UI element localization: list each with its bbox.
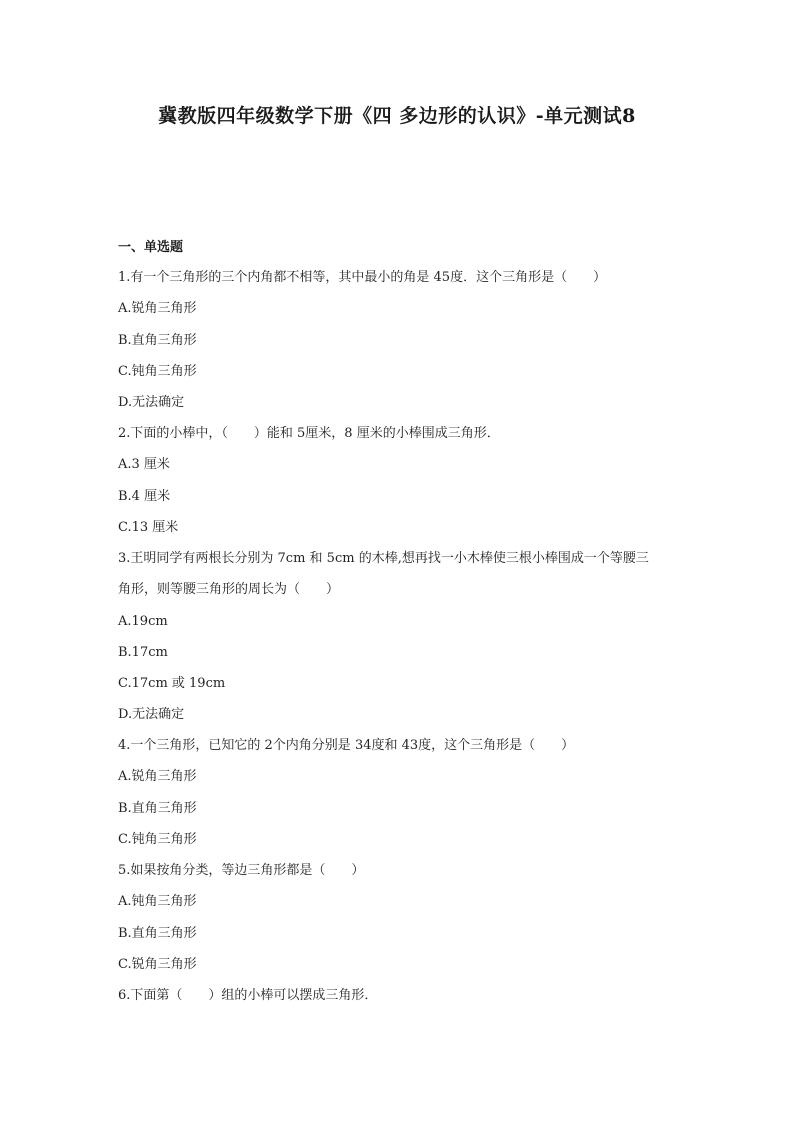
question-3-option-c: C.17cm 或 19cm — [118, 676, 226, 691]
document-title: 冀教版四年级数学下册《四 多边形的认识》-单元测试8 — [158, 105, 636, 127]
question-5-option-a: A.钝角三角形 — [118, 894, 197, 909]
question-2-stem: 2.下面的小棒中，（ ）能和 5厘米，8 厘米的小棒围成三角形． — [118, 426, 500, 441]
question-3-option-b: B.17cm — [118, 645, 168, 660]
question-2-option-a: A.3 厘米 — [118, 457, 170, 472]
question-1-option-b: B.直角三角形 — [118, 333, 197, 348]
question-4-stem: 4.一个三角形，已知它的 2个内角分别是 34度和 43度，这个三角形是（ ） — [118, 738, 575, 753]
question-4-option-c: C.钝角三角形 — [118, 832, 197, 847]
question-5-option-c: C.锐角三角形 — [118, 957, 197, 972]
question-1-stem: 1.有一个三角形的三个内角都不相等，其中最小的角是 45度．这个三角形是（ ） — [118, 270, 607, 285]
question-3-option-d: D.无法确定 — [118, 707, 185, 722]
question-3-option-a: A.19cm — [118, 614, 168, 629]
question-2-option-b: B.4 厘米 — [118, 489, 171, 504]
question-4-option-a: A.锐角三角形 — [118, 769, 197, 784]
question-6-stem: 6.下面第（ ）组的小棒可以摆成三角形． — [118, 988, 378, 1003]
question-2-option-c: C.13 厘米 — [118, 520, 179, 535]
question-1-option-c: C.钝角三角形 — [118, 364, 197, 379]
question-3-stem-line-1: 3.王明同学有两根长分别为 7cm 和 5cm 的木棒,想再找一小木棒使三根小棒围成一个等腰三 — [118, 551, 649, 566]
question-5-stem: 5.如果按角分类，等边三角形都是（ ） — [118, 863, 365, 878]
question-3-stem-line-2: 角形，则等腰三角形的周长为（ ） — [118, 582, 340, 597]
question-4-option-b: B.直角三角形 — [118, 801, 197, 816]
section-heading: 一、单选题 — [118, 240, 184, 255]
question-5-option-b: B.直角三角形 — [118, 926, 197, 941]
question-1-option-a: A.锐角三角形 — [118, 301, 197, 316]
question-1-option-d: D.无法确定 — [118, 395, 185, 410]
